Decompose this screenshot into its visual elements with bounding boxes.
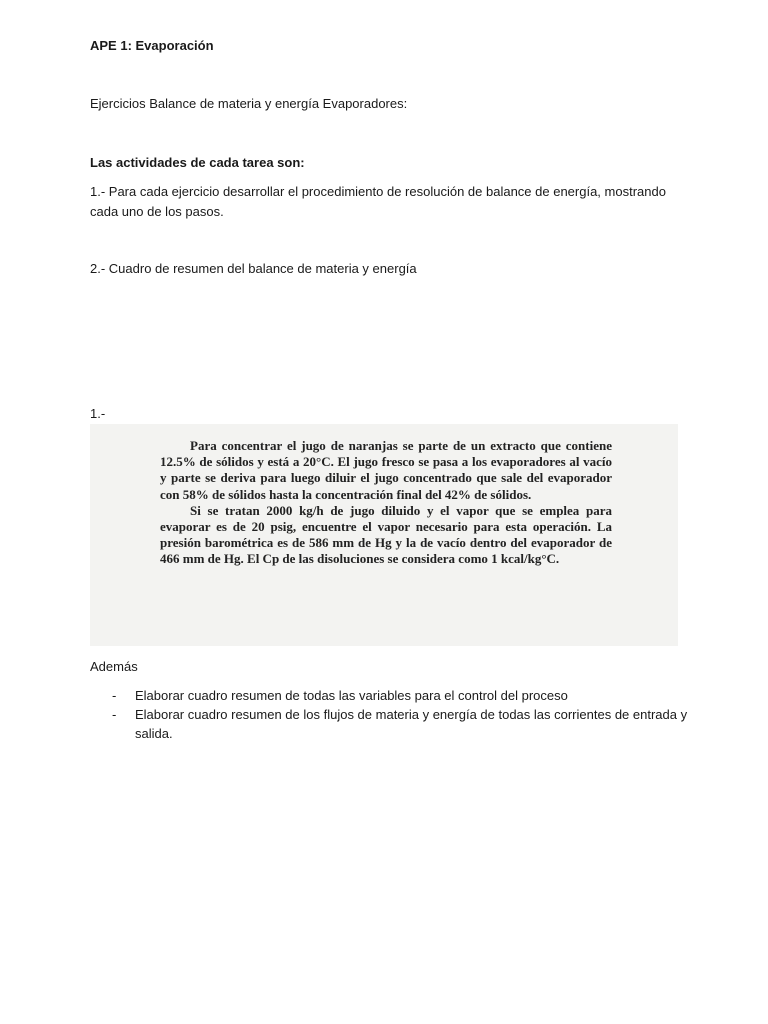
exercise-number: 1.- (90, 406, 106, 421)
problem-text (160, 438, 612, 568)
activity-1: 1.- Para cada ejercicio desarrollar el procedimiento de resolución de balance de energía, mostrando cada uno de los pasos. (90, 184, 666, 219)
list-item (90, 705, 690, 743)
document-title: APE 1: Evaporación (90, 38, 214, 53)
bullet-list (90, 686, 690, 743)
problem-paragraph-1: Para concentrar el jugo de naranjas se parte de un extracto que contiene 12.5% de sólidos y está a 20°C. El jugo fresco se pasa a los evaporadores al vacío y parte se deriva para luego diluir el jugo concentrado que sale del evaporador con 58% de sólidos hasta la concentración final del 42% de sólidos. (160, 438, 612, 502)
bullet-marker: - (112, 707, 117, 722)
document-subtitle: Ejercicios Balance de materia y energía Evaporadores: (90, 96, 408, 111)
list-item-text: Elaborar cuadro resumen de todas las variables para el control del proceso (135, 688, 568, 703)
problem-scan-image (90, 424, 678, 646)
list-item-text: Elaborar cuadro resumen de los flujos de materia y energía de todas las corrientes de entrada y salida. (135, 707, 688, 741)
activities-heading: Las actividades de cada tarea son: (90, 155, 305, 170)
list-item (90, 686, 690, 705)
ademas-label: Además (90, 659, 138, 674)
problem-paragraph-2: Si se tratan 2000 kg/h de jugo diluido y el vapor que se emplea para evaporar es de 20 psig, encuentre el vapor necesario para esta operación. La presión barométrica es de 586 mm de Hg y la de vacío dentro del evaporador de 466 mm de Hg. El Cp de las disoluciones se considera como 1 kcal/kg°C. (160, 502, 612, 567)
activity-2: 2.- Cuadro de resumen del balance de materia y energía (90, 261, 417, 276)
bullet-marker: - (112, 688, 117, 703)
